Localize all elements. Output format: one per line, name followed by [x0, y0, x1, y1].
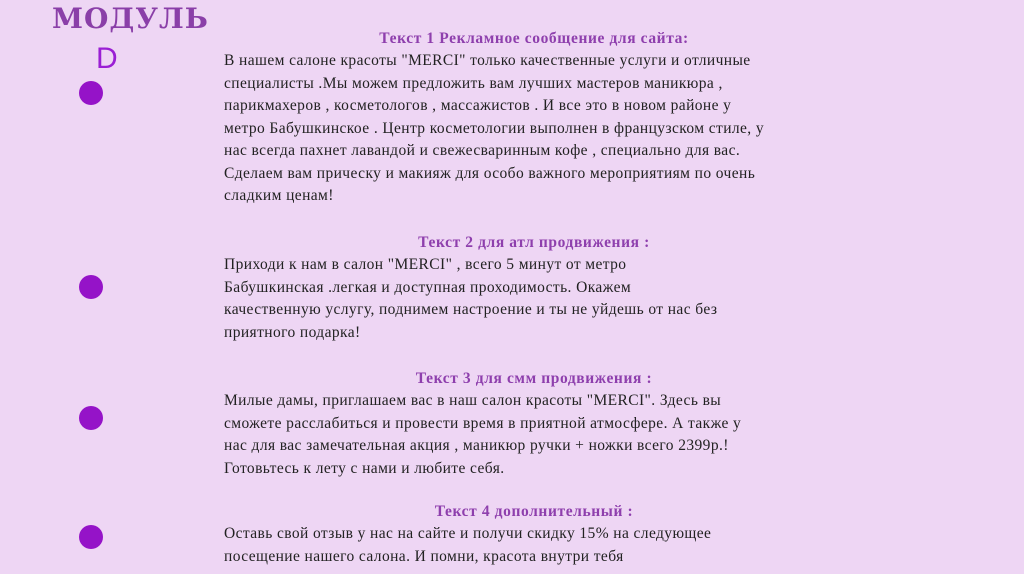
module-title: МОДУЛЬ [52, 2, 209, 35]
bullet-point-4 [79, 525, 103, 549]
section-heading: Текст 1 Рекламное сообщение для сайта: [379, 30, 689, 47]
section-body: Приходи к нам в салон "MERCI" , всего 5 минут от метро Бабушкинская .легкая и доступная проходимость. Окажем качественную услугу, поднимем настроение и ты не уйдешь от нас без приятного подарка! [224, 256, 718, 341]
section-heading: Текст 3 для смм продвижения : [415, 370, 653, 387]
bullet-point-2 [79, 275, 103, 299]
bullet-point-1 [79, 81, 103, 105]
bullet-point-3 [79, 406, 103, 430]
module-letter: D [96, 42, 118, 75]
section-4 [224, 501, 884, 568]
section-heading: Текст 4 дополнительный : [434, 503, 634, 520]
section-body: В нашем салоне красоты "MERCI" только качественные услуги и отличные специалисты .Мы можем предложить вам лучших мастеров маникюра , парикмахеров , косметологов , массажистов . И все это в новом районе у метро Бабушкинское . Центр косметологии выполнен в французском стиле, у нас всегда пахнет лавандой и свежесваринным кофе , специально для вас. Сделаем вам прическу и макияж для особо важного мероприятиям по очень сладким ценам! [224, 52, 765, 204]
section-3 [224, 368, 884, 480]
section-1 [224, 28, 884, 208]
section-body: Оставь свой отзыв у нас на сайте и получи скидку 15% на следующее посещение нашего салона. И помни, красота внутри тебя [224, 525, 712, 565]
section-heading: Текст 2 для атл продвижения : [418, 234, 650, 251]
section-body: Милые дамы, приглашаем вас в наш салон красоты "MERCI". Здесь вы сможете расслабиться и провести время в приятной атмосфере. А также у нас для вас замечательная акция , маникюр ручки + ножки всего 2399р.! Готовьтесь к лету с нами и любите себя. [224, 392, 742, 477]
section-2 [224, 232, 884, 344]
